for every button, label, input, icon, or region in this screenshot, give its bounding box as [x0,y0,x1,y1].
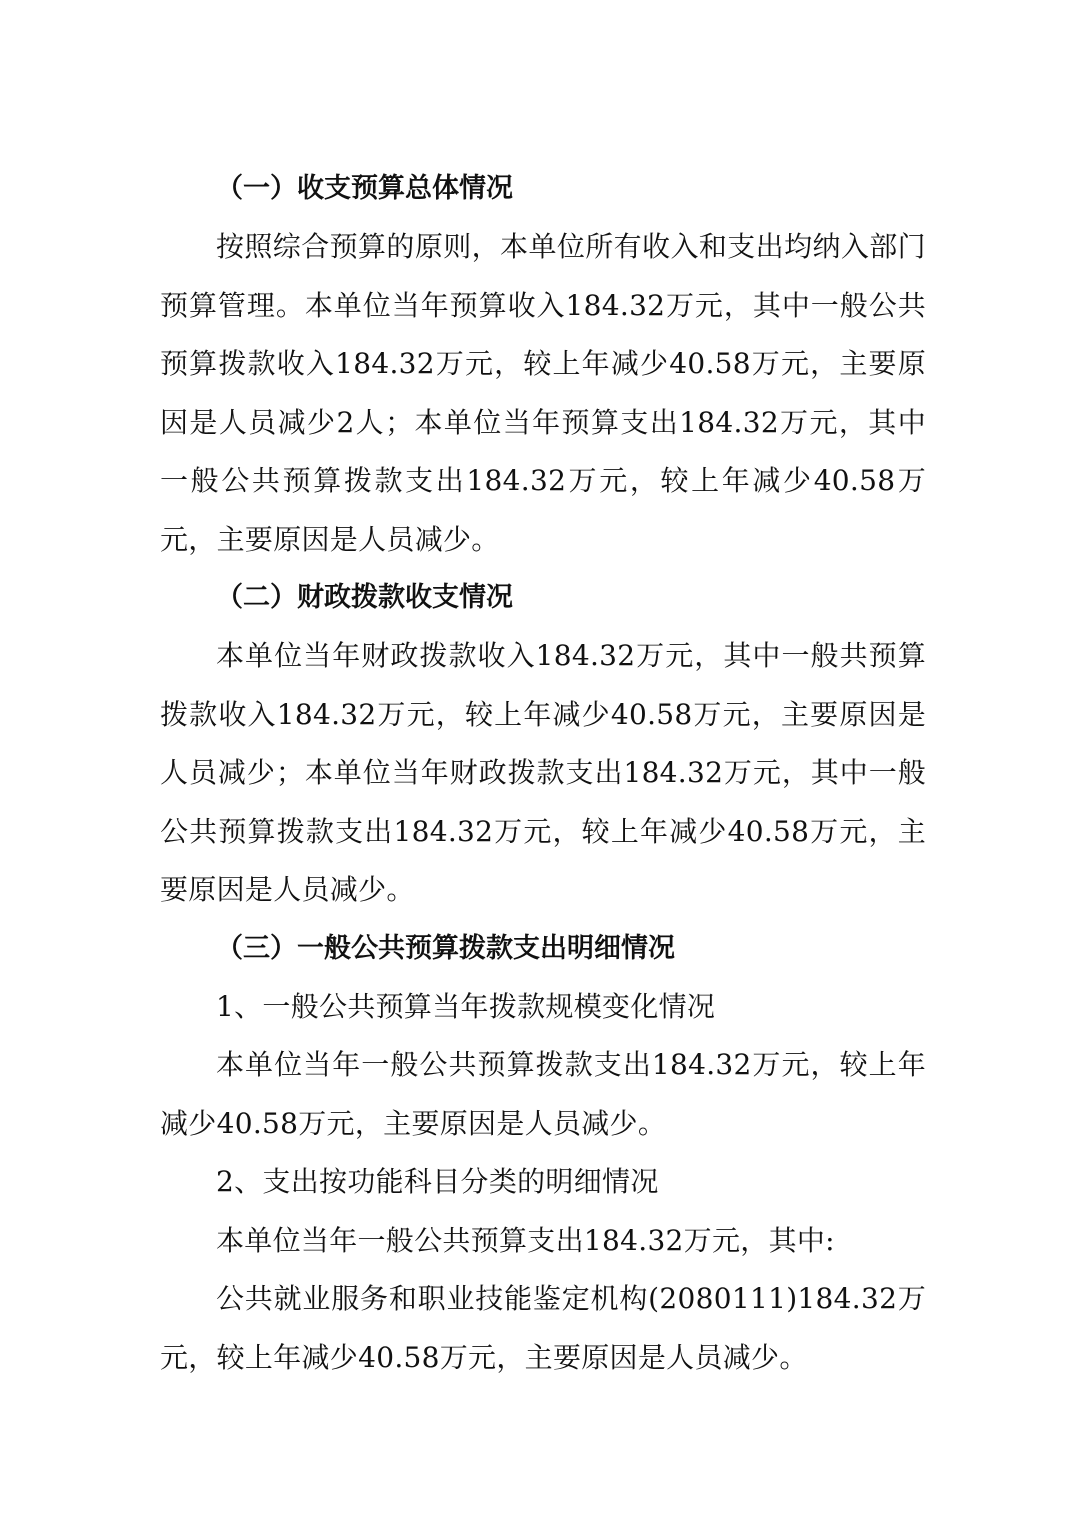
subsection-2-detail: 公共就业服务和职业技能鉴定机构(2080111)184.32万元，较上年减少40.58万元，主要原因是人员减少。 [160,1282,926,1374]
document-page [160,160,926,1387]
section-heading-3: （三）一般公共预算拨款支出明细情况 [216,932,675,964]
section-1-paragraph: 按照综合预算的原则，本单位所有收入和支出均纳入部门预算管理。本单位当年预算收入184.32万元，其中一般公共预算拨款收入184.32万元，较上年减少40.58万元，主要原因是人员减少2人；本单位当年预算支出184.32万元，其中一般公共预算拨款支出184.32万元，较上年减少40.58万元，主要原因是人员减少。 [160,230,926,556]
section-heading-2: （二）财政拨款收支情况 [216,582,513,613]
subsection-1-paragraph: 本单位当年一般公共预算拨款支出184.32万元，较上年减少40.58万元，主要原因是人员减少。 [160,1048,926,1140]
section-heading-1: （一）收支预算总体情况 [216,173,513,204]
subsection-1-title: 1、一般公共预算当年拨款规模变化情况 [216,989,716,1023]
section-2-paragraph: 本单位当年财政拨款收入184.32万元，其中一般共预算拨款收入184.32万元，较上年减少40.58万元，主要原因是人员减少；本单位当年财政拨款支出184.32万元，其中一般公共预算拨款支出184.32万元，较上年减少40.58万元，主要原因是人员减少。 [160,639,926,906]
subsection-2-title: 2、支出按功能科目分类的明细情况 [216,1165,659,1198]
subsection-2-intro: 本单位当年一般公共预算支出184.32万元，其中: [216,1223,835,1257]
